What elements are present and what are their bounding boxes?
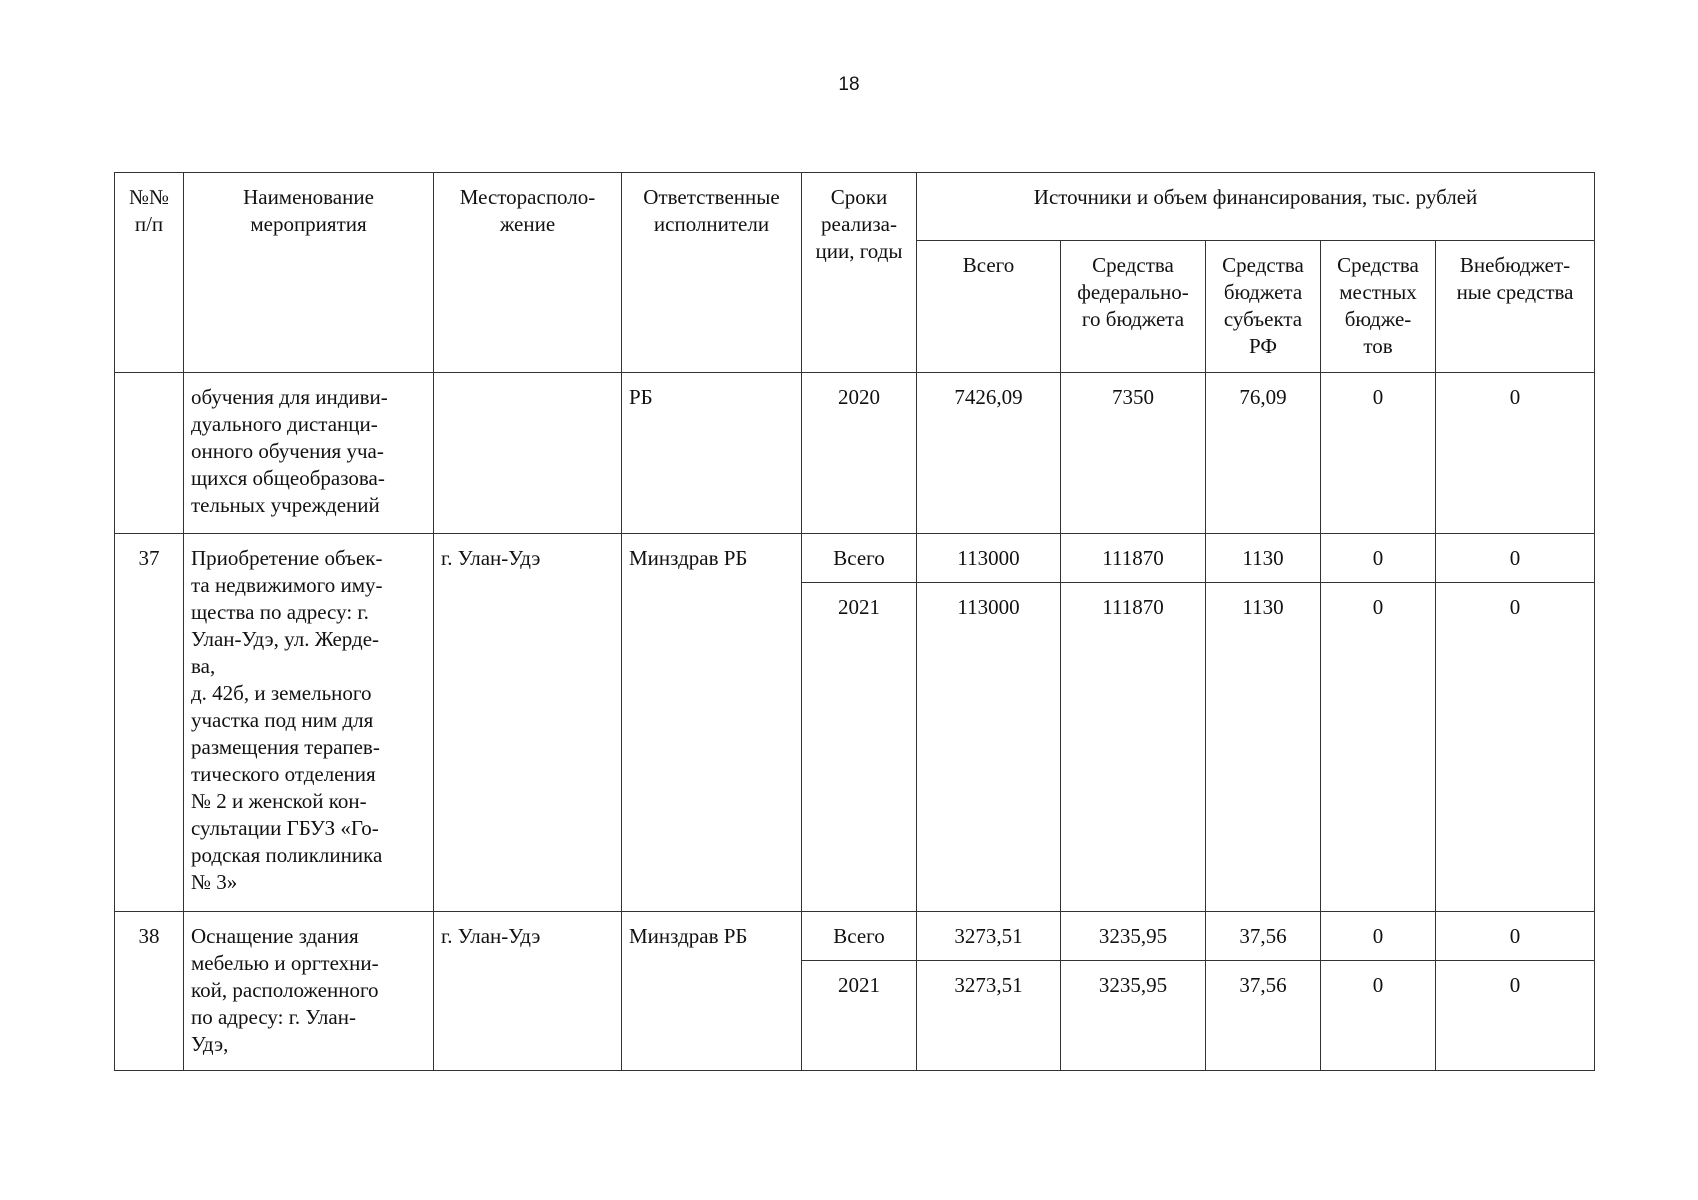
row-period: Всего: [802, 912, 917, 961]
row-extra: 0: [1436, 961, 1595, 1071]
row-subject: 76,09: [1206, 373, 1321, 534]
row-executors: Минздрав РБ: [622, 534, 802, 912]
row-total: 7426,09: [917, 373, 1061, 534]
row-total: 113000: [917, 534, 1061, 583]
header-period: Сроки реализа- ции, годы: [802, 173, 917, 373]
row-subject: 1130: [1206, 583, 1321, 912]
row-name: обучения для индиви- дуального дистанци- онного обучения уча- щихся общеобразова- тельных учреждений: [184, 373, 434, 534]
financing-table: [114, 172, 1595, 1071]
table-row: [115, 373, 1595, 534]
row-subject: 37,56: [1206, 961, 1321, 1071]
row-subject: 37,56: [1206, 912, 1321, 961]
row-extra: 0: [1436, 534, 1595, 583]
row-name: Оснащение здания мебелью и оргтехни- кой, расположенного по адресу: г. Улан- Удэ,: [184, 912, 434, 1071]
header-num: №№ п/п: [115, 173, 184, 373]
row-num: [115, 373, 184, 534]
row-num: 37: [115, 534, 184, 912]
row-federal: 3235,95: [1061, 912, 1206, 961]
row-subject: 1130: [1206, 534, 1321, 583]
header-name: Наименование мероприятия: [184, 173, 434, 373]
row-federal: 111870: [1061, 534, 1206, 583]
header-local: Средства местных бюдже- тов: [1321, 241, 1436, 373]
row-local: 0: [1321, 583, 1436, 912]
row-executors: РБ: [622, 373, 802, 534]
row-total: 3273,51: [917, 912, 1061, 961]
page-number: 18: [838, 74, 860, 95]
row-total: 3273,51: [917, 961, 1061, 1071]
row-local: 0: [1321, 534, 1436, 583]
row-location: [434, 373, 622, 534]
header-subject: Средства бюджета субъекта РФ: [1206, 241, 1321, 373]
row-name: Приобретение объек- та недвижимого иму- щества по адресу: г. Улан-Удэ, ул. Жерде- ва, д. 42б, и земельного участка под ним для размещения терапев- тического отделения № 2 и женской кон- сультации ГБУЗ «Го- родская поликлиника № 3»: [184, 534, 434, 912]
row-extra: 0: [1436, 912, 1595, 961]
header-row-1: [115, 173, 1595, 241]
row-period: 2020: [802, 373, 917, 534]
row-federal: 111870: [1061, 583, 1206, 912]
row-extra: 0: [1436, 373, 1595, 534]
table-row: [115, 912, 1595, 961]
row-executors: Минздрав РБ: [622, 912, 802, 1071]
row-federal: 3235,95: [1061, 961, 1206, 1071]
header-total: Всего: [917, 241, 1061, 373]
header-financing: Источники и объем финансирования, тыс. рублей: [917, 173, 1595, 241]
row-period: 2021: [802, 961, 917, 1071]
row-local: 0: [1321, 912, 1436, 961]
row-local: 0: [1321, 373, 1436, 534]
row-num: 38: [115, 912, 184, 1071]
row-total: 113000: [917, 583, 1061, 912]
row-location: г. Улан-Удэ: [434, 534, 622, 912]
table-row: [115, 534, 1595, 583]
header-federal: Средства федерально- го бюджета: [1061, 241, 1206, 373]
row-federal: 7350: [1061, 373, 1206, 534]
row-location: г. Улан-Удэ: [434, 912, 622, 1071]
header-executors: Ответственные исполнители: [622, 173, 802, 373]
header-extra: Внебюджет- ные средства: [1436, 241, 1595, 373]
row-local: 0: [1321, 961, 1436, 1071]
row-period: 2021: [802, 583, 917, 912]
header-location: Месторасполо- жение: [434, 173, 622, 373]
row-extra: 0: [1436, 583, 1595, 912]
row-period: Всего: [802, 534, 917, 583]
